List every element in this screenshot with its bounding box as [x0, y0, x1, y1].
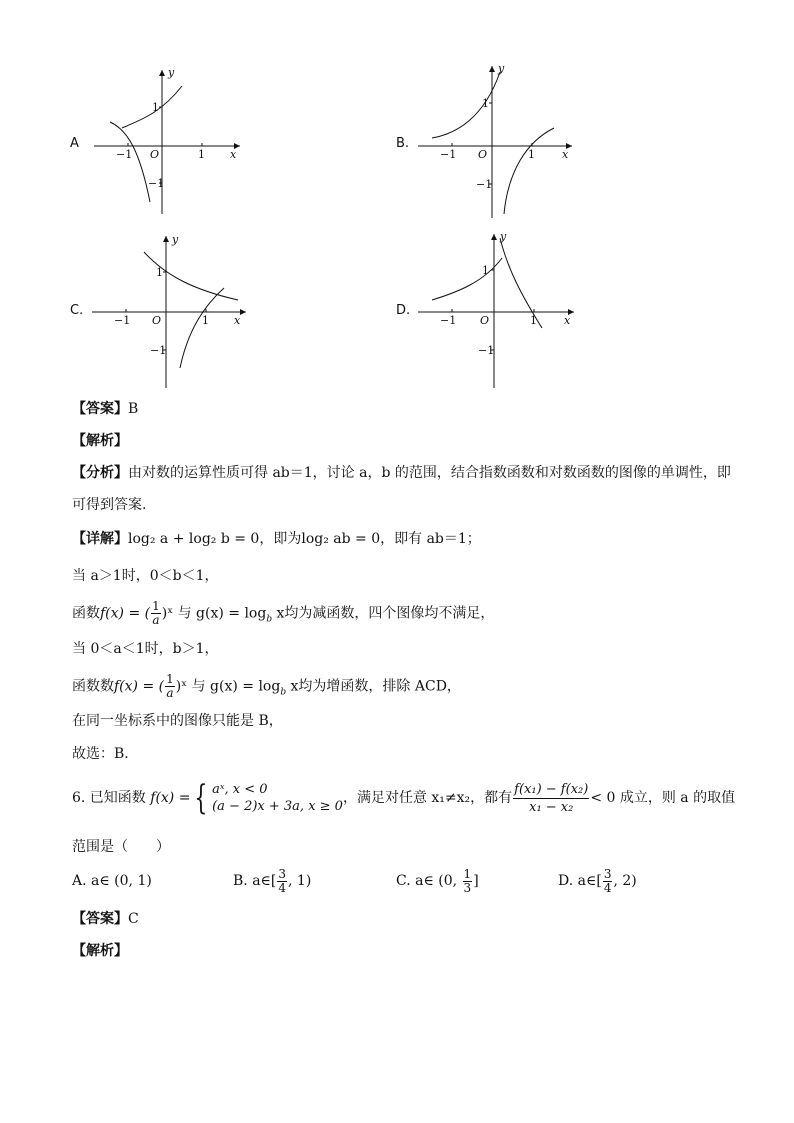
graph-a: [70, 62, 250, 222]
analysis-tag: 【解析】: [72, 943, 128, 959]
tick-neg1-x: −1: [440, 148, 457, 161]
choice-line: [72, 745, 129, 763]
x-label: x: [564, 314, 571, 327]
origin-label: O: [478, 148, 488, 161]
case1-text: 当 a＞1时，0＜b＜1，: [72, 568, 219, 584]
tick-1-y: 1: [482, 97, 489, 110]
origin-label: O: [150, 148, 160, 161]
y-label: y: [172, 233, 179, 246]
frac-den: 4: [603, 880, 612, 895]
frac-num: 3: [603, 866, 612, 881]
q6-line2: [72, 838, 170, 856]
case2-text: 当 0＜a＜1时，b＞1，: [72, 641, 219, 657]
frac-den: a: [152, 613, 160, 627]
case1-line: [72, 567, 218, 585]
graph-d: [396, 230, 586, 390]
analysis-heading-1: [72, 432, 128, 450]
func2-rest: x均为增函数，排除 ACD，: [286, 678, 461, 695]
graph-d-plot: [396, 230, 586, 390]
option-a: [72, 872, 152, 890]
option-b: [233, 864, 311, 898]
curve-exp: [432, 258, 502, 300]
option-c-pre: C. a∈ (0,: [396, 873, 462, 889]
func1-mid: )ˣ 与 g(x) = log: [161, 605, 267, 622]
x-label: x: [230, 148, 237, 161]
func1-fx: f(x) = (: [100, 605, 151, 622]
option-c-post: ]: [473, 873, 479, 889]
case-b: (a − 2)x + 3a, x ≥ 0: [212, 799, 343, 814]
analysis-tag: 【解析】: [72, 433, 128, 449]
option-a-text: A. a∈ (0, 1): [72, 873, 152, 889]
frac-den: a: [166, 686, 174, 700]
func1-line: [72, 600, 494, 628]
tick-1-y: 1: [156, 266, 163, 279]
frac-den: 3: [463, 880, 472, 895]
answer-value: C: [128, 911, 139, 927]
graph-label: B.: [396, 136, 410, 151]
frac-num: f(x₁) − f(x₂): [514, 781, 589, 797]
case2-line: [72, 640, 218, 658]
y-label: y: [498, 62, 505, 75]
q6-tail: < 0 成立，则 a 的取值: [590, 790, 736, 806]
graph-c: [70, 230, 260, 390]
option-b-pre: B. a∈[: [233, 873, 277, 889]
tick-neg1-x: −1: [116, 148, 133, 161]
curve-log: [110, 122, 150, 202]
fenxi-text-1: 由对数的运算性质可得 ab＝1，讨论 a，b 的范围，结合指数函数和对数函数的图像的单调性，即: [128, 465, 731, 481]
frac-num: 3: [278, 866, 287, 881]
tick-1-x: 1: [202, 314, 209, 327]
option-d: [558, 864, 637, 898]
fenxi-line-2: [72, 496, 146, 514]
x-label: x: [562, 148, 569, 161]
option-d-pre: D. a∈[: [558, 873, 602, 889]
curve-log: [180, 288, 224, 368]
tick-neg1-x: −1: [440, 314, 457, 327]
answer-value: B: [128, 401, 139, 417]
q6-range-text: 范围是（ ）: [72, 839, 170, 855]
choice-text: 故选：B.: [72, 746, 129, 762]
curve-log: [504, 128, 554, 214]
graph-c-plot: [70, 230, 260, 390]
fenxi-text-2: 可得到答案.: [72, 497, 147, 513]
tick-1-y: 1: [152, 101, 159, 114]
func2-line: [72, 673, 461, 701]
tick-neg1-x: −1: [114, 314, 131, 327]
tick-neg1-y: −1: [478, 344, 495, 357]
frac-den: x₁ − x₂: [529, 799, 574, 815]
tick-1-x: 1: [198, 148, 205, 161]
graph-label: C.: [70, 303, 84, 318]
tick-1-y: 1: [482, 264, 489, 277]
option-d-post: , 2): [613, 873, 637, 889]
func2-frac: [165, 673, 175, 700]
tick-neg1-y: −1: [150, 344, 167, 357]
y-label: y: [168, 66, 175, 79]
answer-tag: 【答案】: [72, 401, 128, 417]
frac-den: 4: [278, 880, 287, 895]
tick-neg1-y: −1: [148, 177, 165, 190]
q6-fx: f(x) =: [150, 790, 191, 806]
answer-line-1: [72, 400, 138, 418]
func1-frac: [151, 600, 161, 627]
graph-a-plot: [70, 62, 250, 222]
answer-tag: 【答案】: [72, 911, 128, 927]
fenxi-line-1: [72, 464, 731, 482]
piecewise-cases: [212, 781, 343, 815]
option-c: [396, 864, 479, 898]
answer-line-2: [72, 910, 139, 928]
conclusion-line: [72, 712, 283, 730]
origin-label: O: [480, 314, 490, 327]
curve-exp: [432, 72, 500, 138]
q6-frac: [513, 781, 589, 816]
tick-1-x: 1: [528, 148, 535, 161]
func1-rest: x均为减函数，四个图像均不满足，: [272, 605, 495, 622]
piecewise-brace: {: [194, 778, 208, 818]
graph-label: D.: [396, 303, 411, 318]
detail-tag: 【详解】: [72, 531, 128, 547]
tick-1-x: 1: [530, 314, 537, 327]
func2-mid: )ˣ 与 g(x) = log: [175, 678, 281, 695]
option-d-frac: [603, 868, 613, 895]
func2-prefix: 函数数: [72, 678, 114, 695]
detail-line: [72, 530, 481, 548]
detail-text: log₂ a + log₂ b = 0，即为log₂ ab = 0，即有 ab＝1；: [128, 531, 481, 547]
graph-b-plot: [396, 62, 586, 222]
frac-num: 1: [463, 866, 472, 881]
tick-neg1-y: −1: [476, 178, 493, 191]
func1-prefix: 函数: [72, 605, 100, 622]
frac-num: 1: [166, 672, 174, 686]
log-base: b: [266, 614, 273, 625]
case-a: aˣ, x < 0: [212, 782, 268, 797]
y-label: y: [500, 230, 507, 243]
func2-fx: f(x) = (: [114, 678, 165, 695]
x-label: x: [234, 314, 241, 327]
graph-label: A: [70, 136, 79, 151]
conclusion-text: 在同一坐标系中的图像只能是 B，: [72, 713, 283, 729]
frac-num: 1: [152, 599, 160, 613]
option-b-post: , 1): [288, 873, 312, 889]
q6-number: 6. 已知函数: [72, 790, 146, 806]
origin-label: O: [152, 314, 162, 327]
question-6: [72, 776, 735, 822]
option-b-frac: [277, 868, 287, 895]
analysis-heading-2: [72, 942, 128, 960]
fenxi-tag: 【分析】: [72, 465, 128, 481]
q6-cond: ，满足对任意 x₁≠x₂，都有: [342, 790, 513, 806]
log-base: b: [280, 687, 287, 698]
graph-b: [396, 62, 586, 222]
option-c-frac: [463, 868, 473, 895]
